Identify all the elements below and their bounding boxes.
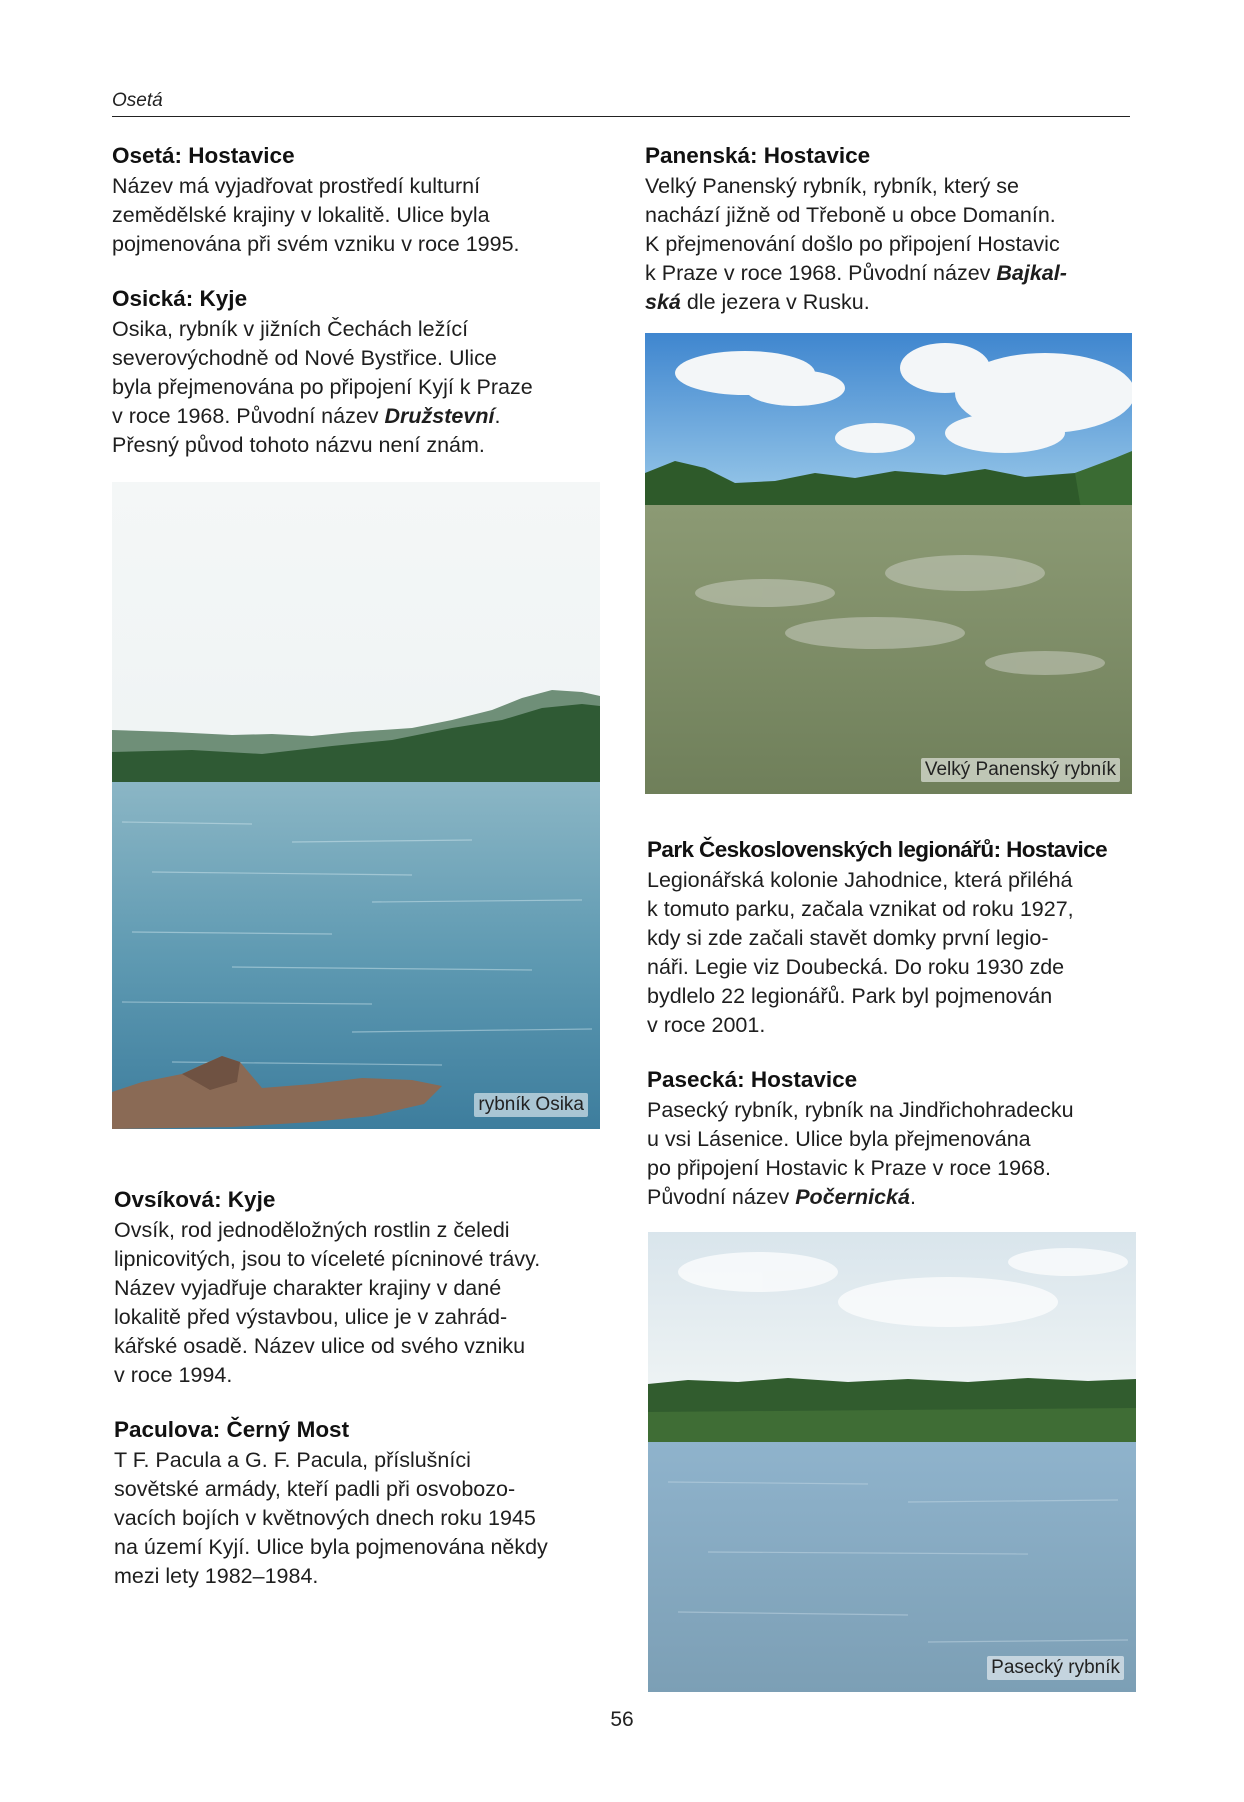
header-rule [112, 116, 1130, 117]
entry-ovsikova [114, 1185, 604, 1390]
old-street-name: Počernická [795, 1185, 910, 1209]
entry-oseta [112, 141, 602, 259]
old-street-name-cont: ská [645, 290, 681, 314]
entry-paculova [114, 1415, 604, 1591]
entry-title: Ovsíková: Kyje [114, 1187, 276, 1212]
running-header: Osetá [112, 90, 163, 111]
entry-text: Název má vyjadřovat prostředí kulturní zemědělské krajiny v lokalitě. Ulice byla pojmenována při svém vzniku v roce 1995. [112, 174, 520, 256]
page-number: 56 [610, 1708, 634, 1731]
photo-caption: Velký Panenský rybník [921, 758, 1120, 782]
entry-title: Pasecká: Hostavice [647, 1067, 858, 1092]
entry-title: Park Československých legionářů: Hostavice [647, 837, 1108, 862]
entry-title: Panenská: Hostavice [645, 143, 871, 168]
entry-text: T F. Pacula a G. F. Pacula, příslušníci sovětské armády, kteří padli při osvobozo- vacích bojích v květnových dnech roku 1945 na území Kyjí. Ulice byla pojmenována někdy mezi lety 1982–1984. [114, 1448, 548, 1588]
entry-title: Osická: Kyje [112, 286, 248, 311]
entry-pasecka [647, 1065, 1137, 1212]
entry-osicka [112, 284, 602, 460]
old-street-name: Bajkal- [996, 261, 1067, 285]
entry-text: Ovsík, rod jednoděložných rostlin z čeledi lipnicovitých, jsou to víceleté pícninové trávy. Název vyjadřuje charakter krajiny v dané lokalitě před výstavbou, ulice je v zahrád- kářské osadě. Název ulice od svého vzniku v roce 1994. [114, 1218, 541, 1387]
photo-velky-panensky-rybnik [645, 333, 1132, 794]
photo-caption: rybník Osika [474, 1093, 588, 1117]
photo-pasecky-rybnik [648, 1232, 1136, 1692]
entry-park [647, 835, 1137, 1040]
old-street-name: Družstevní [384, 404, 495, 428]
entry-text: Velký Panenský rybník, rybník, který se nachází jižně od Třeboně u obce Domanín. K přejmenování došlo po připojení Hostavic k Praze v roce 1968. Původní název Bajkal- ská dle jezera v Rusku. [645, 174, 1067, 314]
entry-panenska [645, 141, 1135, 317]
entry-title: Paculova: Černý Most [114, 1417, 350, 1442]
photo-caption: Pasecký rybník [987, 1656, 1124, 1680]
entry-text: Osika, rybník v jižních Čechách ležící severovýchodně od Nové Bystřice. Ulice byla přejmenována po připojení Kyjí k Praze v roce 1968. Původní název Družstevní. Přesný původ tohoto názvu není znám. [112, 317, 533, 457]
entry-title: Osetá: Hostavice [112, 143, 295, 168]
photo-rybnik-osika [112, 482, 600, 1129]
entry-text: Legionářská kolonie Jahodnice, která přiléhá k tomuto parku, začala vznikat od roku 1927, kdy si zde začali stavět domky první legio- náři. Legie viz Doubecká. Do roku 1930 zde bydlelo 22 legionářů. Park byl pojmenován v roce 2001. [647, 868, 1074, 1037]
entry-text: Pasecký rybník, rybník na Jindřichohradecku u vsi Lásenice. Ulice byla přejmenována po připojení Hostavic k Praze v roce 1968. Původní název Počernická. [647, 1098, 1074, 1209]
